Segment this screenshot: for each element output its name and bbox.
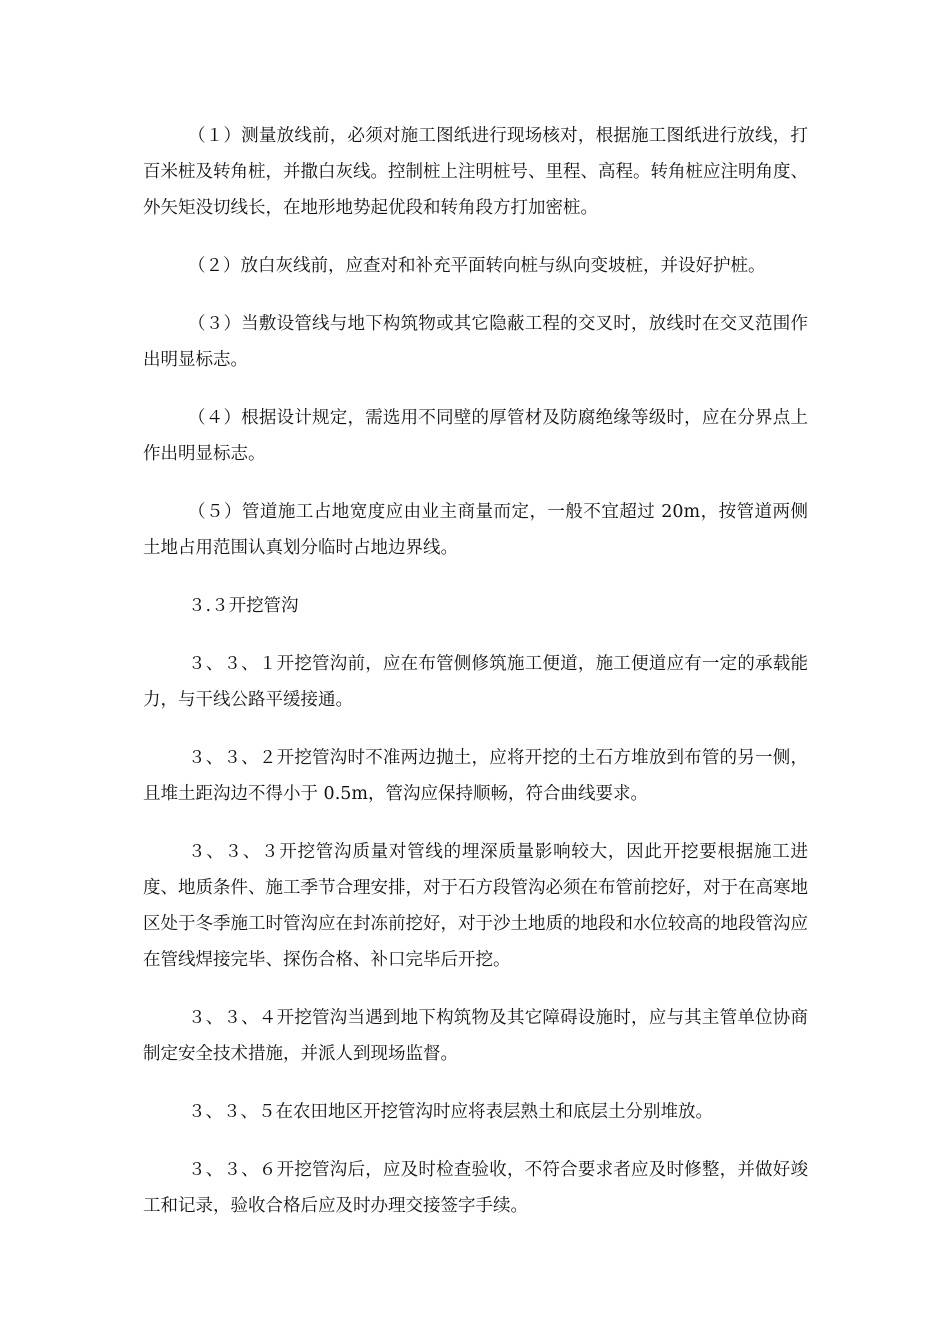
document-page bbox=[143, 118, 808, 1246]
paragraph-3-3-5: ３、３、５在农田地区开挖管沟时应将表层熟土和底层土分别堆放。 bbox=[188, 1102, 713, 1122]
section-heading-trench: ３.３开挖管沟 bbox=[188, 596, 299, 616]
paragraph-3-3-6: ３、３、６开挖管沟后，应及时检查验收，不符合要求者应及时修整，并做好竣工和记录，验收合格后应及时办理交接签字手续。 bbox=[143, 1160, 808, 1216]
paragraph-boundary-marks: （４）根据设计规定，需选用不同壁的厚管材及防腐绝缘等级时，应在分界点上作出明显标志。 bbox=[143, 408, 808, 464]
paragraph-survey-layout: （１）测量放线前，必须对施工图纸进行现场核对，根据施工图纸进行放线，打百米桩及转角桩，并撒白灰线。控制桩上注明桩号、里程、高程。转角桩应注明角度、外矢矩没切线长，在地形地势起优段和转角段方打加密桩。 bbox=[143, 126, 808, 218]
paragraph-3-3-2: ３、３、２开挖管沟时不准两边抛土，应将开挖的土石方堆放到布管的另一侧，且堆土距沟边不得小于 0.5m，管沟应保持顺畅，符合曲线要求。 bbox=[143, 748, 808, 804]
paragraph-land-width: （５）管道施工占地宽度应由业主商量而定，一般不宜超过 20m，按管道两侧土地占用范围认真划分临时占地边界线。 bbox=[143, 502, 808, 558]
paragraph-white-lime-line: （２）放白灰线前，应查对和补充平面转向桩与纵向变坡桩，并设好护桩。 bbox=[188, 256, 766, 276]
paragraph-3-3-1: ３、３、１开挖管沟前，应在布管侧修筑施工便道，施工便道应有一定的承载能力，与干线公路平缓接通。 bbox=[143, 654, 808, 710]
paragraph-3-3-4: ３、３、４开挖管沟当遇到地下构筑物及其它障碍设施时，应与其主管单位协商制定安全技术措施，并派人到现场监督。 bbox=[143, 1008, 808, 1064]
paragraph-crossing-marks: （３）当敷设管线与地下构筑物或其它隐蔽工程的交叉时，放线时在交叉范围作出明显标志。 bbox=[143, 314, 808, 370]
paragraph-3-3-3: ３、３、３开挖管沟质量对管线的埋深质量影响较大，因此开挖要根据施工进度、地质条件、施工季节合理安排，对于石方段管沟必须在布管前挖好，对于在高寒地区处于冬季施工时管沟应在封冻前挖好，对于沙土地质的地段和水位较高的地段管沟应在管线焊接完毕、探伤合格、补口完毕后开挖。 bbox=[143, 842, 808, 970]
